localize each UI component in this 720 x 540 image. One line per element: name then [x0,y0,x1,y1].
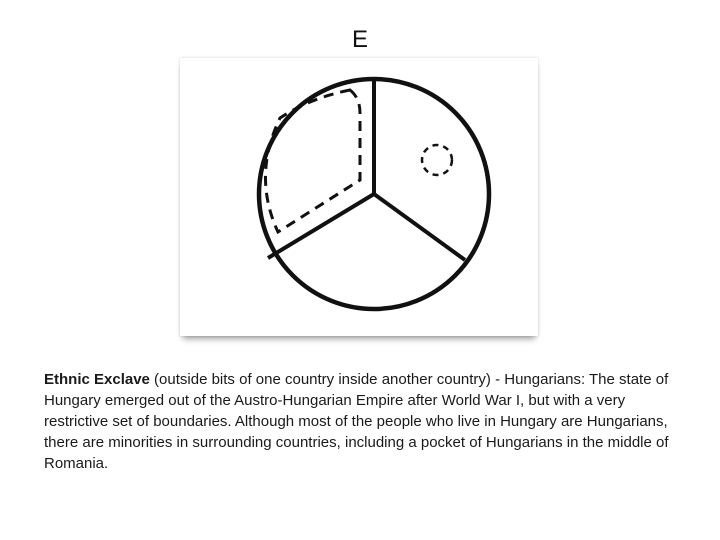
caption-term: Ethnic Exclave [44,371,150,388]
caption-definition: (outside bits of one country inside another country) - Hungarians: The state of Hungary emerged out of the Austro-Hungarian Empire after World War I, but with a very restrictive set of boundaries. Although most of the people who live in Hungary are Hungarians, there are minorities in surrounding countries, including a pocket of Hungarians in the middle of Romania. [44,371,669,472]
territory-diagram [180,58,538,336]
diagram-card [180,58,538,336]
caption [44,369,684,474]
dashed-exclave-circle [422,145,452,175]
border-southeast [374,194,465,260]
slide-title: E [351,26,368,53]
